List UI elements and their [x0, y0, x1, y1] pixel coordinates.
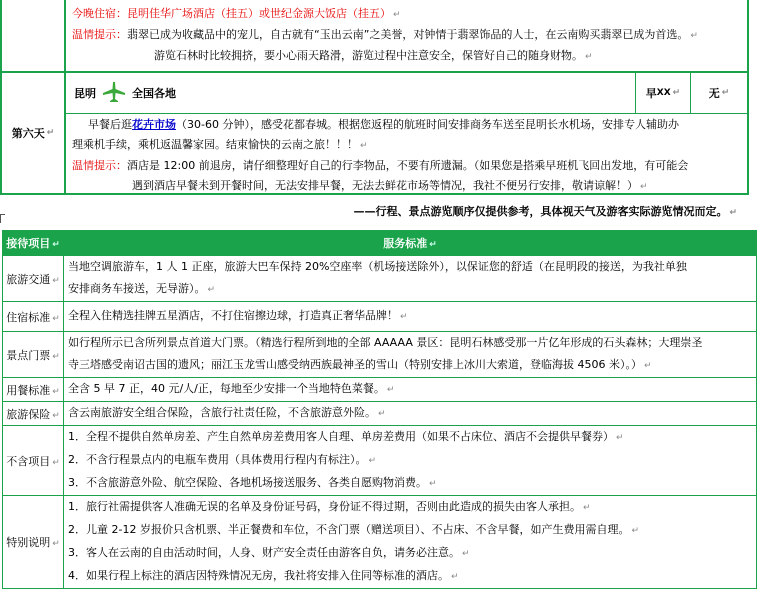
- service-header-row: [3, 231, 757, 256]
- service-key: 景点门票 ↵: [3, 332, 64, 378]
- day5-tip-line1: [66, 25, 747, 46]
- service-key: 住宿标准 ↵: [3, 302, 64, 332]
- service-line: 全程入住精选挂牌五星酒店，不打住宿擦边球，打造真正奢华品牌！ ↵: [68, 309, 408, 322]
- service-line: 2．儿童 2-12 岁报价只含机票、半正餐费和车位，不含门票（赠送项目）、不占床、不含早餐，如产生费用需自理。 ↵: [68, 523, 639, 536]
- return-mark-icon: ↵: [46, 128, 55, 138]
- accommodation-text: 无: [708, 87, 720, 100]
- day5-hotel-line: [66, 4, 747, 25]
- return-mark-icon: ↵: [52, 240, 60, 250]
- return-mark-icon: ↵: [729, 208, 737, 218]
- table-anchor-mark: [0, 214, 5, 223]
- service-line: 2．不含行程景点内的电瓶车费用（具体费用行程内有标注）。 ↵: [68, 453, 377, 466]
- service-key: 特别说明 ↵: [3, 496, 64, 589]
- day6-desc-line2: [66, 135, 747, 156]
- tip-text: 游览石林时比较拥挤，要小心雨天路滑，游览过程中注意安全，保管好自己的随身财物。: [154, 49, 583, 62]
- service-value: [64, 378, 757, 402]
- service-value: [64, 402, 757, 426]
- desc-text: 理乘机手续，乘机返温馨家园。结束愉快的云南之旅！！！: [72, 138, 358, 151]
- hotel-value: 昆明佳华广场酒店（挂五）或世纪金源大饭店（挂五）: [127, 7, 391, 20]
- service-row-tickets: [3, 332, 757, 378]
- flower-market-link[interactable]: 花卉市场: [132, 118, 176, 131]
- service-line: 当地空调旅游车，1 人 1 正座，旅游大巴车保持 20%空座率（机场接送除外），以保证您的舒适（在昆明段的接送，为我社单独: [68, 260, 687, 273]
- itinerary-table: [0, 0, 749, 195]
- tip-text: 翡翠已成为收藏品中的宠儿，自古就有“玉出云南”之美誉，对钟情于翡翠饰品的人士，在云南购买翡翠已成为首选。: [127, 28, 689, 41]
- service-line: 寺三塔感受南诏古国的遗风；丽江玉龙雪山感受纳西族最神圣的雪山（特别安排上冰川大索道，登临海拔 4506 米）。） ↵: [68, 358, 652, 371]
- service-key: 用餐标准 ↵: [3, 378, 64, 402]
- service-line: 3．不含旅游意外险、航空保险、各地机场接送服务、各类自愿购物消费。 ↵: [68, 476, 437, 489]
- day5-row: [2, 0, 747, 71]
- service-value: [64, 256, 757, 302]
- return-mark-icon: ↵: [429, 240, 437, 250]
- service-line: 1．全程不提供自然单房差、产生自然单房差费用客人自理、单房差费用（如果不占床位、酒店不会提供早餐券） ↵: [68, 430, 624, 443]
- header-value: 服务标准 ↵: [64, 231, 757, 256]
- return-mark-icon: ↵: [393, 10, 401, 20]
- service-line: 全含 5 早 7 正，40 元/人/正，每地至少安排一个当地特色菜餐。 ↵: [68, 382, 395, 395]
- tip-label: 温情提示：: [72, 28, 127, 41]
- service-line: 4．如果行程上标注的酒店因特殊情况无房，我社将安排入住同等标准的酒店。 ↵: [68, 569, 459, 582]
- day6-title-bar: [66, 73, 747, 114]
- day6-day-cell: [2, 73, 66, 193]
- note-text: ——行程、景点游览顺序仅提供参考，具体视天气及游客实际游览情况而定。: [353, 205, 728, 218]
- airplane-icon: [102, 81, 126, 106]
- service-value: [64, 302, 757, 332]
- day6-body: [66, 114, 747, 197]
- desc-rest: （30-60 分钟），感受花都春城。根据您返程的航班时间安排商务车送至昆明长水机场，安排专人辅助办: [176, 118, 679, 131]
- day5-content: [66, 0, 747, 71]
- service-row-excluded: [3, 426, 757, 496]
- route-title: [66, 73, 635, 113]
- return-mark-icon: ↵: [360, 141, 368, 151]
- service-row-special-notes: [3, 496, 757, 589]
- service-line: 1．旅行社需提供客人准确无误的名单及身份证号码，身份证不得过期，否则由此造成的损失由客人承担。 ↵: [68, 500, 591, 513]
- route-to: 全国各地: [132, 87, 176, 100]
- day-label: 第六天: [11, 127, 45, 140]
- day6-desc-line1: [66, 115, 747, 135]
- return-mark-icon: ↵: [672, 88, 681, 98]
- service-key: 旅游交通 ↵: [3, 256, 64, 302]
- meal-mark: XX: [656, 88, 671, 98]
- desc-pre: 早餐后逛: [88, 118, 132, 131]
- service-row-accommodation: [3, 302, 757, 332]
- service-line: 3．客人在云南的自由活动时间，人身、财产安全责任由游客自负，请务必注意。 ↵: [68, 546, 470, 559]
- meal-cell: [635, 73, 690, 113]
- service-standards-table: [2, 230, 757, 589]
- meal-text: 早: [645, 87, 657, 100]
- service-line: 安排商务车接送，无导游）。 ↵: [68, 282, 216, 295]
- accommodation-cell: [690, 73, 747, 113]
- return-mark-icon: ↵: [585, 52, 593, 62]
- day5-tip-line2: [66, 46, 747, 67]
- return-mark-icon: ↵: [690, 31, 698, 41]
- return-mark-icon: ↵: [640, 182, 648, 192]
- return-mark-icon: ↵: [721, 88, 730, 98]
- day6-tip-line2: [66, 176, 747, 197]
- service-value: [64, 496, 757, 589]
- tip-label: 温情提示：: [72, 159, 127, 172]
- service-line: 如行程所示已含所列景点首道大门票。（精选行程所到地的全部 AAAAA 景区：昆明石林感受那一片亿年形成的石头森林；大理崇圣: [68, 336, 703, 349]
- tip-text: 酒店是 12:00 前退房，请仔细整理好自己的行李物品，不要有所遗漏。（如果您是搭乘早班机飞回出发地，有可能会: [127, 159, 689, 172]
- day5-day-cell: [2, 0, 66, 71]
- service-line: 含云南旅游安全组合保险，含旅行社责任险，不含旅游意外险。 ↵: [68, 406, 386, 419]
- service-value: [64, 426, 757, 496]
- service-key: 不含项目 ↵: [3, 426, 64, 496]
- tip-text: 遇到酒店早餐未到开餐时间，无法安排早餐，无法去鲜花市场等情况，我社不便另行安排，敬请谅解！）: [132, 179, 638, 192]
- day6-row: [2, 71, 747, 193]
- service-value: [64, 332, 757, 378]
- service-key: 旅游保险 ↵: [3, 402, 64, 426]
- service-row-meals: [3, 378, 757, 402]
- hotel-label: 今晚住宿：: [72, 7, 127, 20]
- route-from: 昆明: [74, 87, 96, 100]
- itinerary-note: [0, 203, 745, 219]
- service-row-insurance: [3, 402, 757, 426]
- day6-tip-line1: [66, 156, 747, 176]
- header-key: 接待项目 ↵: [3, 231, 64, 256]
- day6-content: [66, 73, 747, 193]
- service-row-transport: [3, 256, 757, 302]
